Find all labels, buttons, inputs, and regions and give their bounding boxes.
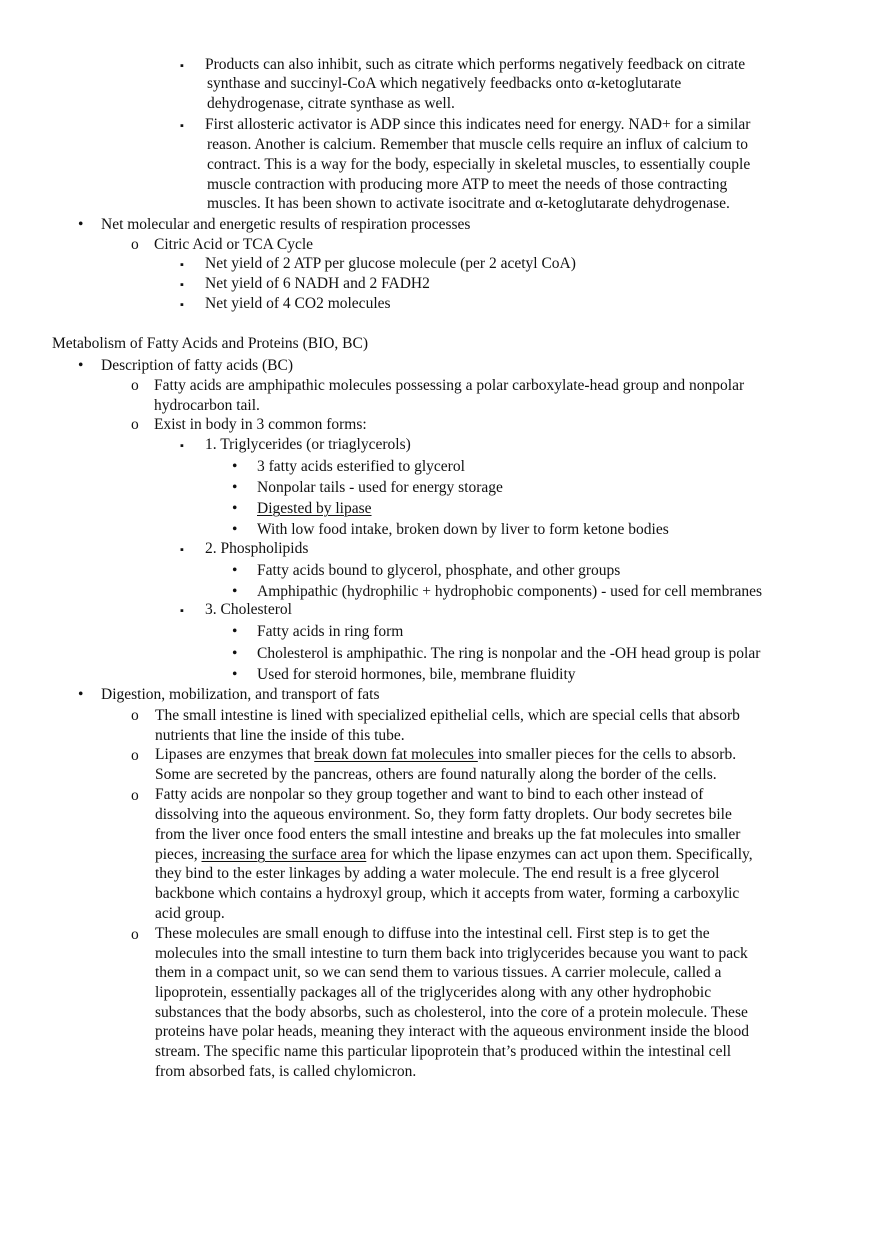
text-line: substances that the body absorbs, such as cholesterol, into the core of a protein molecule. These xyxy=(155,1004,748,1021)
square-bullet: ▪ xyxy=(180,544,184,556)
text-line: muscles. It has been shown to activate isocitrate and α-ketoglutarate dehydrogenase. xyxy=(207,195,730,212)
round-bullet: • xyxy=(232,623,238,640)
list-item: Fatty acids bound to glycerol, phosphate, and other groups xyxy=(257,562,621,579)
square-bullet: ▪ xyxy=(180,605,184,617)
text-line: proteins have polar heads, meaning they interact with the aqueous environment inside the blood xyxy=(155,1023,750,1040)
list-item: Amphipathic (hydrophilic + hydrophobic components) - used for cell membranes xyxy=(257,583,763,600)
list-item: Exist in body in 3 common forms: xyxy=(154,416,367,433)
text-line xyxy=(155,745,736,765)
list-heading: Digestion, mobilization, and transport of fats xyxy=(101,686,380,703)
text-line: Products can also inhibit, such as citrate which performs negatively feedback on citrate xyxy=(205,56,746,73)
round-bullet: • xyxy=(232,500,238,517)
circle-bullet: o xyxy=(131,926,139,943)
round-bullet: • xyxy=(232,479,238,496)
text-line: hydrocarbon tail. xyxy=(154,397,260,414)
text-line: backbone which contains a hydroxyl group, which it accepts from water, forming a carboxylic xyxy=(155,885,740,902)
round-bullet: • xyxy=(78,216,84,233)
text-line: Some are secreted by the pancreas, others are found naturally along the border of the cells. xyxy=(155,766,717,783)
round-bullet: • xyxy=(232,562,238,579)
text-span: for which the lipase enzymes can act upon them. Specifically, xyxy=(366,846,753,863)
round-bullet: • xyxy=(232,583,238,600)
text-line: First allosteric activator is ADP since this indicates need for energy. NAD+ for a similar xyxy=(205,116,751,133)
text-line: These molecules are small enough to diffuse into the intestinal cell. First step is to get the xyxy=(155,925,710,942)
text-line: they bind to the ester linkages by adding a water molecule. The end result is a free glycerol xyxy=(155,865,720,882)
list-heading: Description of fatty acids (BC) xyxy=(101,357,293,374)
list-item: Net yield of 4 CO2 molecules xyxy=(205,295,391,312)
circle-bullet: o xyxy=(131,377,139,394)
text-line: molecules into the small intestine to turn them back into triglycerides because you want to pack xyxy=(155,945,748,962)
square-bullet: ▪ xyxy=(180,120,184,132)
circle-bullet: o xyxy=(131,707,139,724)
list-item: 1. Triglycerides (or triaglycerols) xyxy=(205,436,411,453)
text-line: Fatty acids are nonpolar so they group together and want to bind to each other instead of xyxy=(155,786,704,803)
text-line: from the liver once food enters the small intestine and breaks up the fat molecules into smaller xyxy=(155,826,741,843)
text-line: stream. The specific name this particular lipoprotein that’s produced within the intestinal cell xyxy=(155,1043,732,1060)
list-item: 2. Phospholipids xyxy=(205,540,309,557)
round-bullet: • xyxy=(232,521,238,538)
list-item: Fatty acids in ring form xyxy=(257,623,404,640)
text-line: muscle contraction with producing more ATP to meet the needs of those contracting xyxy=(207,176,728,193)
list-heading: Net molecular and energetic results of respiration processes xyxy=(101,216,471,233)
text-line: from absorbed fats, is called chylomicron. xyxy=(155,1063,417,1080)
circle-bullet: o xyxy=(131,747,139,764)
square-bullet: ▪ xyxy=(180,299,184,311)
text-line: acid group. xyxy=(155,905,225,922)
text-line: reason. Another is calcium. Remember that muscle cells require an influx of calcium to xyxy=(207,136,749,153)
text-line: contract. This is a way for the body, especially in skeletal muscles, to essentially couple xyxy=(207,156,751,173)
circle-bullet: o xyxy=(131,416,139,433)
text-line: them in a compact unit, so we can send them to various tissues. A carrier molecule, called a xyxy=(155,964,722,981)
list-item: Cholesterol is amphipathic. The ring is nonpolar and the -OH head group is polar xyxy=(257,645,761,662)
circle-bullet: o xyxy=(131,787,139,804)
list-item: Citric Acid or TCA Cycle xyxy=(154,236,314,253)
list-item: 3 fatty acids esterified to glycerol xyxy=(257,458,465,475)
square-bullet: ▪ xyxy=(180,440,184,452)
list-item: Net yield of 2 ATP per glucose molecule (per 2 acetyl CoA) xyxy=(205,255,576,272)
list-item: With low food intake, broken down by liver to form ketone bodies xyxy=(257,521,669,538)
text-line: synthase and succinyl-CoA which negatively feedbacks onto α-ketoglutarate xyxy=(207,75,682,92)
text-span: into smaller pieces for the cells to absorb. xyxy=(477,746,737,763)
text-span: pieces, xyxy=(155,846,202,863)
square-bullet: ▪ xyxy=(180,60,184,72)
round-bullet: • xyxy=(232,666,238,683)
text-line: Fatty acids are amphipathic molecules possessing a polar carboxylate-head group and nonpolar xyxy=(154,377,745,394)
section-title: Metabolism of Fatty Acids and Proteins (BIO, BC) xyxy=(52,335,369,352)
text-line: lipoprotein, essentially packages all of the triglycerides along with any other hydrophobic xyxy=(155,984,712,1001)
text-span: Lipases are enzymes that xyxy=(155,746,315,763)
list-item: Used for steroid hormones, bile, membrane fluidity xyxy=(257,666,576,683)
list-item: Net yield of 6 NADH and 2 FADH2 xyxy=(205,275,430,292)
underlined-text: increasing the surface area xyxy=(201,846,367,863)
list-item: 3. Cholesterol xyxy=(205,601,292,618)
round-bullet: • xyxy=(232,645,238,662)
text-line: dehydrogenase, citrate synthase as well. xyxy=(207,95,455,112)
list-item: Digested by lipase xyxy=(257,500,372,517)
round-bullet: • xyxy=(78,686,84,703)
square-bullet: ▪ xyxy=(180,279,184,291)
round-bullet: • xyxy=(78,357,84,374)
square-bullet: ▪ xyxy=(180,259,184,271)
round-bullet: • xyxy=(232,458,238,475)
text-line: The small intestine is lined with specialized epithelial cells, which are special cells that absorb xyxy=(155,707,740,724)
text-line: nutrients that line the inside of this tube. xyxy=(155,727,405,744)
list-item: Nonpolar tails - used for energy storage xyxy=(257,479,503,496)
circle-bullet: o xyxy=(131,236,139,253)
underlined-text: break down fat molecules xyxy=(314,746,478,763)
text-line xyxy=(155,845,753,865)
text-line: dissolving into the aqueous environment. So, they form fatty droplets. Our body secretes bile xyxy=(155,806,732,823)
